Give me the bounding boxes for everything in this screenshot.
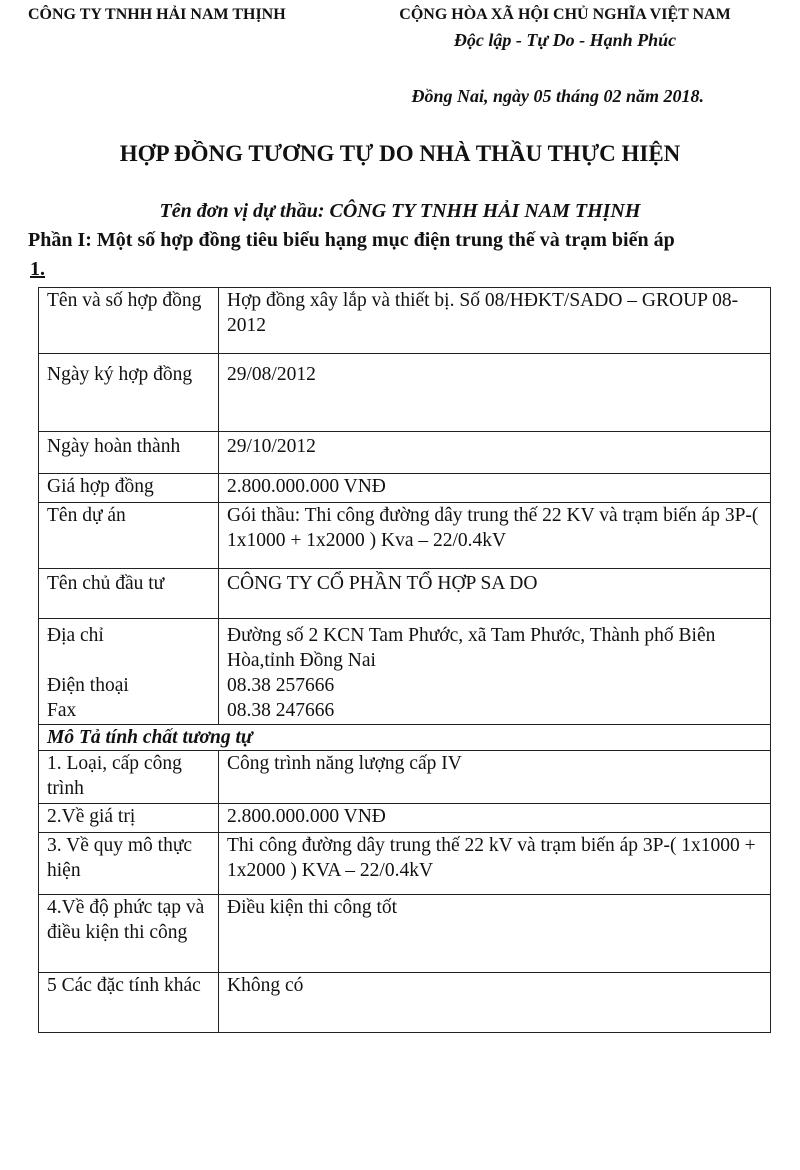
address-label: Địa chỉ [47,625,104,646]
row-label: Tên chủ đầu tư [39,569,219,619]
table-row [39,895,771,973]
address-value: Đường số 2 KCN Tam Phước, xã Tam Phước, Thành phố Biên Hòa,tỉnh Đồng Nai [227,625,716,671]
section-title: Mô Tả tính chất tương tự [39,725,771,751]
row-value: CÔNG TY CỔ PHẦN TỔ HỢP SA DO [219,569,771,619]
phone-label: Điện thoại [47,675,129,696]
row-label: Tên và số hợp đồng [39,288,219,354]
row-value: 2.800.000.000 VNĐ [219,804,771,833]
phone-value: 08.38 257666 [227,675,335,696]
table-row [39,474,771,503]
row-value: Công trình năng lượng cấp IV [219,751,771,804]
row-value: 29/08/2012 [219,354,771,432]
contact-labels [39,619,219,725]
row-label: Giá hợp đồng [39,474,219,503]
table-row [39,432,771,474]
row-value: Điều kiện thi công tốt [219,895,771,973]
company-name: CÔNG TY TNHH HẢI NAM THỊNH [28,6,286,23]
row-label: 5 Các đặc tính khác [39,973,219,1033]
document-title: HỢP ĐỒNG TƯƠNG TỰ DO NHÀ THẦU THỰC HIỆN [119,141,681,166]
row-value: Thi công đường dây trung thế 22 kV và trạm biến áp 3P-( 1x1000 + 1x2000 ) KVA – 22/0.4kV [219,833,771,895]
table-row [39,288,771,354]
row-value: 29/10/2012 [219,432,771,474]
row-value: Gói thầu: Thi công đường dây trung thế 22 KV và trạm biến áp 3P-( 1x1000 + 1x2000 ) Kva – 22/0.4kV [219,503,771,569]
spacer [47,648,212,673]
contact-values [219,619,771,725]
fax-label: Fax [47,700,77,721]
row-value: Hợp đồng xây lắp và thiết bị. Số 08/HĐKT/SADO – GROUP 08-2012 [219,288,771,354]
table-row [39,503,771,569]
row-label: 4.Về độ phức tạp và điều kiện thi công [39,895,219,973]
table-row [39,619,771,725]
part-heading: Phần I: Một số hợp đồng tiêu biểu hạng mục điện trung thế và trạm biến áp [28,229,675,251]
row-value: 2.800.000.000 VNĐ [219,474,771,503]
contract-table [38,287,771,1033]
table-row [39,354,771,432]
table-row [39,569,771,619]
item-number: 1. [30,258,45,280]
row-label: Ngày hoàn thành [39,432,219,474]
row-label: 2.Về giá trị [39,804,219,833]
section-row [39,725,771,751]
table-row [39,804,771,833]
row-label: Tên dự án [39,503,219,569]
national-header [390,6,740,51]
table-row [39,751,771,804]
table-row [39,973,771,1033]
row-label: 3. Về quy mô thực hiện [39,833,219,895]
national-motto: Độc lập - Tự Do - Hạnh Phúc [453,30,677,50]
bidder-name: Tên đơn vị dự thầu: CÔNG TY TNHH HẢI NAM THỊNH [159,200,641,222]
republic-name: CỘNG HÒA XÃ HỘI CHỦ NGHĨA VIỆT NAM [399,6,731,23]
row-value: Không có [219,973,771,1033]
row-label: Ngày ký hợp đồng [39,354,219,432]
table-row [39,833,771,895]
row-label: 1. Loại, cấp công trình [39,751,219,804]
fax-value: 08.38 247666 [227,700,335,721]
date-line: Đồng Nai, ngày 05 tháng 02 năm 2018. [411,86,704,106]
